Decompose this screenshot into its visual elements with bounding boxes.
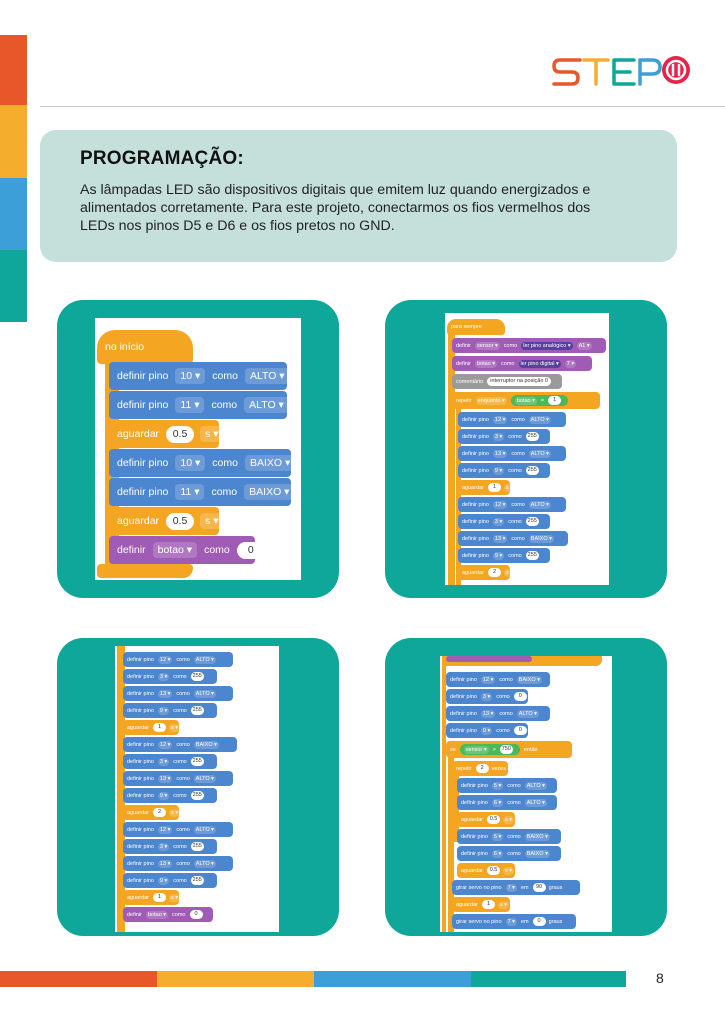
block-label: aguardar <box>456 901 479 908</box>
pin-dropdown[interactable]: 11 ▾ <box>175 397 204 413</box>
value-input[interactable]: 255 <box>192 758 202 764</box>
block-set-pin-pwm[interactable] <box>123 754 217 769</box>
block-label: definir pino <box>461 833 488 840</box>
pin-dropdown[interactable]: 13 ▾ <box>494 450 506 457</box>
block-label: girar servo no pino <box>456 884 502 891</box>
block-label: definir pino <box>127 656 154 663</box>
color-strip-orange <box>0 35 27 105</box>
block-label: definir pino <box>461 799 488 806</box>
block-label: como <box>172 911 186 918</box>
block-label: como <box>496 727 510 734</box>
value-input[interactable]: 2 <box>476 764 489 773</box>
block-repeat-times[interactable] <box>452 761 508 776</box>
block-label: definir pino <box>127 673 154 680</box>
pin-dropdown[interactable]: 7 ▾ <box>507 918 515 925</box>
value-input[interactable]: 255 <box>527 518 537 524</box>
state-dropdown[interactable]: ALTO ▾ <box>195 656 214 663</box>
value-input[interactable]: 0 <box>533 917 546 926</box>
block-label: girar servo no pino <box>456 918 502 925</box>
value-input[interactable]: 0 <box>514 692 527 701</box>
pin-dropdown[interactable]: 9 ▾ <box>494 552 503 559</box>
value-input[interactable]: 0.5 <box>487 815 500 824</box>
pin-dropdown[interactable]: 6 ▾ <box>493 799 502 806</box>
block-label: definir pino <box>117 399 169 411</box>
state-dropdown[interactable]: BAIXO ▾ <box>518 676 540 683</box>
block-set-pin-pwm[interactable] <box>446 723 528 738</box>
value-input[interactable]: 2 <box>153 808 166 817</box>
block-wait[interactable] <box>458 565 514 580</box>
block-set-pin[interactable] <box>109 391 287 419</box>
block-set-pin-pwm[interactable] <box>458 429 550 444</box>
block-label: como <box>212 457 238 469</box>
block-label: definir pino <box>462 535 489 542</box>
pin-dropdown[interactable]: 3 ▾ <box>159 758 168 765</box>
block-label: como <box>508 518 522 525</box>
block-label: se <box>450 746 456 753</box>
pin-dropdown[interactable]: 11 ▾ <box>175 484 204 500</box>
block-label: como <box>173 758 187 765</box>
state-dropdown[interactable]: BAIXO ▾ <box>526 850 548 857</box>
block-label: definir pino <box>462 450 489 457</box>
block-label: aguardar <box>462 569 485 576</box>
footer-bar-orange <box>0 971 157 987</box>
block-label: como <box>173 707 187 714</box>
block-label: como <box>508 433 522 440</box>
block-label: como <box>212 370 238 382</box>
hat-block-forever[interactable] <box>447 319 505 335</box>
condition-block[interactable] <box>460 744 520 755</box>
block-label: como <box>511 501 525 508</box>
block-label: graus <box>548 918 563 925</box>
pin-dropdown[interactable]: 12 ▾ <box>159 741 171 748</box>
variable-dropdown[interactable]: botao ▾ <box>153 542 197 558</box>
comment-input[interactable]: interruptor na posição 0 <box>487 377 551 386</box>
block-label: como <box>211 399 238 411</box>
block-set-pin[interactable] <box>123 822 233 837</box>
state-dropdown[interactable]: ALTO ▾ <box>195 775 214 782</box>
block-set-pin[interactable] <box>458 412 566 427</box>
unit-dropdown[interactable]: s ▾ <box>506 569 514 576</box>
text-line-1: As lâmpadas LED são dispositivos digitais que emitem luz quando energizados e <box>80 182 591 198</box>
block-label: definir pino <box>461 782 488 789</box>
block-label: definir pino <box>461 850 488 857</box>
operator-label: = <box>540 397 545 404</box>
pin-dropdown[interactable]: 13 ▾ <box>159 690 171 697</box>
pin-dropdown[interactable]: 3 ▾ <box>494 433 503 440</box>
block-label: como <box>496 693 510 700</box>
pin-dropdown[interactable]: 13 ▾ <box>159 775 171 782</box>
pin-dropdown[interactable]: 13 ▾ <box>159 860 171 867</box>
block-label: como <box>173 792 187 799</box>
text-line-3: LEDs nos pinos D5 e D6 e os fios pretos no GND. <box>80 218 395 234</box>
block-set-pin[interactable] <box>457 846 561 861</box>
block-label: definir <box>117 544 146 556</box>
variable-dropdown[interactable]: botao ▾ <box>516 397 535 404</box>
block-label: definir pino <box>127 826 154 833</box>
block-label: como <box>176 860 190 867</box>
variable-dropdown[interactable]: sensor ▾ <box>476 342 498 349</box>
block-set-pin[interactable] <box>109 362 287 390</box>
block-set-pin[interactable] <box>123 856 233 871</box>
hat-block-start[interactable] <box>97 330 193 364</box>
code-screenshot-3 <box>115 646 279 932</box>
block-set-variable[interactable] <box>123 907 213 922</box>
block-label: como <box>204 544 230 556</box>
state-dropdown[interactable]: ALTO ▾ <box>195 826 214 833</box>
block-if[interactable] <box>446 741 572 758</box>
block-set-pin[interactable] <box>458 497 566 512</box>
block-label: em <box>520 884 529 891</box>
state-dropdown[interactable]: ALTO ▾ <box>245 368 290 384</box>
block-wait[interactable] <box>457 812 515 827</box>
block-label: como <box>176 690 190 697</box>
value-input[interactable]: 255 <box>192 673 202 679</box>
block-set-pin-pwm[interactable] <box>123 839 217 854</box>
pin-dropdown[interactable]: 12 ▾ <box>482 676 494 683</box>
block-comment[interactable] <box>452 374 562 389</box>
block-repeat-while[interactable] <box>452 392 600 409</box>
block-wait[interactable] <box>123 805 179 820</box>
state-dropdown[interactable]: ALTO ▾ <box>244 397 289 413</box>
block-set-pin[interactable] <box>457 778 557 793</box>
block-label: definir pino <box>127 792 154 799</box>
block-label: definir pino <box>117 457 169 469</box>
pin-dropdown[interactable]: 12 ▾ <box>494 501 506 508</box>
state-dropdown[interactable]: ALTO ▾ <box>195 860 214 867</box>
block-set-pin[interactable] <box>446 706 550 721</box>
state-dropdown[interactable]: ALTO ▾ <box>530 501 549 508</box>
block-label: como <box>507 782 521 789</box>
block-label: definir pino <box>462 416 489 423</box>
pin-dropdown[interactable]: 5 ▾ <box>493 833 502 840</box>
section-title: PROGRAMAÇÃO: <box>80 148 244 169</box>
block-wait[interactable] <box>109 507 219 535</box>
state-dropdown[interactable]: BAIXO ▾ <box>244 484 294 500</box>
unit-dropdown[interactable]: s ▾ <box>200 513 223 529</box>
pin-dropdown[interactable]: 12 ▾ <box>159 656 171 663</box>
block-set-pin[interactable] <box>123 771 233 786</box>
pin-dropdown[interactable]: 12 ▾ <box>159 826 171 833</box>
unit-dropdown[interactable]: s ▾ <box>171 894 179 901</box>
block-label: como <box>508 467 522 474</box>
block-label: como <box>511 535 525 542</box>
block-label: como <box>173 673 187 680</box>
block-set-pin-pwm[interactable] <box>458 548 550 563</box>
value-input[interactable]: 255 <box>192 843 202 849</box>
unit-dropdown[interactable]: s ▾ <box>506 484 514 491</box>
pin-dropdown[interactable]: 7 ▾ <box>566 360 575 367</box>
pin-dropdown[interactable]: A1 ▾ <box>578 342 590 349</box>
block-label: definir pino <box>462 518 489 525</box>
value-input[interactable]: 0.5 <box>166 426 194 443</box>
block-set-variable[interactable] <box>452 338 606 353</box>
block-set-pin[interactable] <box>123 686 233 701</box>
block-set-pin-pwm[interactable] <box>446 689 528 704</box>
block-label: definir pino <box>462 552 489 559</box>
block-label: definir pino <box>127 860 154 867</box>
block-label: definir pino <box>127 741 154 748</box>
block-label: definir pino <box>117 486 169 498</box>
block-label: definir <box>456 342 471 349</box>
pin-dropdown[interactable]: 9 ▾ <box>494 467 503 474</box>
previous-block-edge <box>446 656 532 662</box>
block-set-pin-pwm[interactable] <box>458 463 550 478</box>
block-label: definir <box>127 911 142 918</box>
code-panel-3 <box>57 638 339 936</box>
block-label: graus <box>548 884 563 891</box>
color-strip-teal <box>0 250 27 322</box>
block-set-pin[interactable] <box>123 652 233 667</box>
pin-dropdown[interactable]: 10 ▾ <box>175 368 205 384</box>
block-set-pin[interactable] <box>458 531 568 546</box>
block-servo[interactable] <box>452 914 576 929</box>
block-wait[interactable] <box>123 720 179 735</box>
state-dropdown[interactable]: ALTO ▾ <box>530 450 549 457</box>
pin-dropdown[interactable]: 9 ▾ <box>482 727 491 734</box>
variable-dropdown[interactable]: sensor ▾ <box>465 746 487 753</box>
pin-dropdown[interactable]: 9 ▾ <box>159 792 168 799</box>
state-dropdown[interactable]: BAIXO ▾ <box>195 741 217 748</box>
block-label: definir pino <box>127 843 154 850</box>
color-strip-blue <box>0 178 27 250</box>
block-label: definir pino <box>127 707 154 714</box>
variable-dropdown[interactable]: botao ▾ <box>147 911 167 918</box>
block-label: definir pino <box>462 433 489 440</box>
block-label: aguardar <box>461 867 484 874</box>
block-label: como <box>507 850 521 857</box>
state-dropdown[interactable]: ALTO ▾ <box>518 710 537 717</box>
value-input[interactable]: 1 <box>488 483 501 492</box>
block-label: repetir <box>456 765 472 772</box>
block-label: como <box>507 833 521 840</box>
block-set-pin-pwm[interactable] <box>123 873 217 888</box>
block-set-pin[interactable] <box>123 737 237 752</box>
block-label: então <box>523 746 538 753</box>
block-label: como <box>511 450 525 457</box>
value-input[interactable]: 1 <box>153 723 166 732</box>
pin-dropdown[interactable]: 7 ▾ <box>507 884 515 891</box>
block-label: aguardar <box>117 428 160 440</box>
color-strip-yellow <box>0 105 27 178</box>
block-set-variable[interactable] <box>109 536 255 564</box>
block-wait[interactable] <box>123 890 179 905</box>
block-label: vezes <box>491 765 506 772</box>
reporter-block[interactable]: ler pino analógico ▾ <box>523 342 571 349</box>
value-input[interactable]: 0 <box>514 726 527 735</box>
block-label: aguardar <box>461 816 484 823</box>
block-label: como <box>173 843 187 850</box>
block-label: definir pino <box>450 710 477 717</box>
value-input[interactable]: 255 <box>192 707 202 713</box>
hat-label: para sempre <box>451 324 482 330</box>
loop-rail <box>442 666 446 932</box>
block-label: definir pino <box>462 467 489 474</box>
pin-dropdown[interactable]: 3 ▾ <box>482 693 491 700</box>
text-line-2: alimentados corretamente. Para este projeto, conectarmos os fios vermelhos dos <box>80 200 591 216</box>
pin-dropdown[interactable]: 3 ▾ <box>159 843 168 850</box>
value-input[interactable]: 255 <box>192 792 202 798</box>
block-label: comentário <box>456 378 484 385</box>
code-panel-1 <box>57 300 339 598</box>
reporter-block[interactable]: ler pino digital ▾ <box>520 360 559 367</box>
unit-dropdown[interactable]: s ▾ <box>505 867 513 874</box>
block-set-pin[interactable] <box>457 829 561 844</box>
block-label: definir pino <box>450 727 477 734</box>
code-panel-4 <box>385 638 667 936</box>
block-label: definir pino <box>117 370 169 382</box>
value-input[interactable]: 0 <box>237 542 265 559</box>
code-panel-2 <box>385 300 667 598</box>
pin-dropdown[interactable]: 10 ▾ <box>175 455 205 471</box>
block-set-pin-pwm[interactable] <box>458 514 550 529</box>
block-label: repetir <box>456 397 472 404</box>
code-screenshot-4 <box>440 656 612 932</box>
block-label: aguardar <box>462 484 485 491</box>
state-dropdown[interactable]: ALTO ▾ <box>530 416 549 423</box>
block-servo[interactable] <box>452 880 580 895</box>
block-set-pin[interactable] <box>458 446 566 461</box>
pin-dropdown[interactable]: 12 ▾ <box>494 416 506 423</box>
block-set-pin[interactable] <box>446 672 550 687</box>
unit-dropdown[interactable]: s ▾ <box>171 809 179 816</box>
value-input[interactable]: 255 <box>527 467 537 473</box>
block-label: definir pino <box>127 690 154 697</box>
condition-block[interactable] <box>511 395 568 406</box>
block-set-pin[interactable] <box>109 478 291 506</box>
block-label: como <box>211 486 238 498</box>
state-dropdown[interactable]: ALTO ▾ <box>526 782 545 789</box>
block-label: definir pino <box>127 877 154 884</box>
footer-bar-yellow <box>157 971 314 987</box>
block-set-pin-pwm[interactable] <box>123 669 217 684</box>
block-label: aguardar <box>127 724 150 731</box>
state-dropdown[interactable]: BAIXO ▾ <box>530 535 552 542</box>
info-box <box>40 130 677 262</box>
block-label: como <box>176 775 190 782</box>
block-label: como <box>501 360 515 367</box>
block-label: como <box>176 741 190 748</box>
block-wait[interactable] <box>452 897 510 912</box>
hat-label: no início <box>105 341 145 353</box>
value-input[interactable]: 1 <box>482 900 495 909</box>
footer-bar-blue <box>314 971 471 987</box>
block-label: como <box>499 710 513 717</box>
pin-dropdown[interactable]: 6 ▾ <box>493 850 502 857</box>
block-label: como <box>503 342 518 349</box>
value-input[interactable]: 1 <box>548 396 561 405</box>
footer-bar-teal <box>471 971 626 987</box>
block-label: definir pino <box>127 758 154 765</box>
block-label: como <box>176 656 190 663</box>
section-text <box>80 181 640 235</box>
block-label: como <box>511 416 525 423</box>
block-wait[interactable] <box>109 420 219 448</box>
mode-dropdown[interactable]: enquanto ▾ <box>477 397 505 404</box>
block-set-pin-pwm[interactable] <box>123 788 217 803</box>
block-label: como <box>507 799 521 806</box>
operator-label: > <box>492 746 496 753</box>
value-input[interactable]: 750 <box>501 746 511 752</box>
value-input[interactable]: 255 <box>192 877 202 883</box>
block-end-cap <box>97 564 193 578</box>
value-input[interactable]: 1 <box>153 893 166 902</box>
pin-dropdown[interactable]: 3 ▾ <box>159 673 168 680</box>
value-input[interactable]: 0.5 <box>487 866 500 875</box>
pin-dropdown[interactable]: 13 ▾ <box>482 710 494 717</box>
block-set-pin[interactable] <box>457 795 557 810</box>
block-label: definir pino <box>450 676 477 683</box>
pin-dropdown[interactable]: 3 ▾ <box>494 518 503 525</box>
value-input[interactable]: 255 <box>527 552 537 558</box>
value-input[interactable]: 0.5 <box>166 513 194 530</box>
state-dropdown[interactable]: ALTO ▾ <box>195 690 214 697</box>
code-screenshot-2 <box>445 313 609 585</box>
block-label: definir <box>456 360 471 367</box>
code-screenshot-1 <box>95 318 301 580</box>
state-dropdown[interactable]: ALTO ▾ <box>526 799 545 806</box>
page-number: 8 <box>656 970 664 986</box>
unit-dropdown[interactable]: s ▾ <box>200 426 223 442</box>
header-divider <box>40 106 725 107</box>
unit-dropdown[interactable]: s ▾ <box>500 901 508 908</box>
block-set-pin-pwm[interactable] <box>123 703 217 718</box>
state-dropdown[interactable]: BAIXO ▾ <box>245 455 295 471</box>
unit-dropdown[interactable]: s ▾ <box>505 816 513 823</box>
block-label: aguardar <box>127 809 150 816</box>
block-wait[interactable] <box>457 863 515 878</box>
pin-dropdown[interactable]: 9 ▾ <box>159 707 168 714</box>
block-label: como <box>508 552 522 559</box>
pin-dropdown[interactable]: 9 ▾ <box>159 877 168 884</box>
value-input[interactable]: 2 <box>488 568 501 577</box>
block-label: definir pino <box>450 693 477 700</box>
block-label: em <box>520 918 529 925</box>
block-set-variable[interactable] <box>452 356 592 371</box>
block-label: como <box>173 877 187 884</box>
value-input[interactable]: 0 <box>190 910 203 919</box>
step-logo <box>552 50 692 94</box>
pin-dropdown[interactable]: 5 ▾ <box>493 782 502 789</box>
pin-dropdown[interactable]: 13 ▾ <box>494 535 506 542</box>
variable-dropdown[interactable]: botao ▾ <box>476 360 496 367</box>
value-input[interactable]: 255 <box>527 433 537 439</box>
value-input[interactable]: 90 <box>533 883 546 892</box>
state-dropdown[interactable]: BAIXO ▾ <box>526 833 548 840</box>
block-label: definir pino <box>127 775 154 782</box>
block-label: como <box>176 826 190 833</box>
block-label: como <box>499 676 513 683</box>
block-wait[interactable] <box>458 480 514 495</box>
block-label: aguardar <box>127 894 150 901</box>
block-set-pin[interactable] <box>109 449 291 477</box>
unit-dropdown[interactable]: s ▾ <box>171 724 179 731</box>
block-label: aguardar <box>117 515 160 527</box>
block-label: definir pino <box>462 501 489 508</box>
